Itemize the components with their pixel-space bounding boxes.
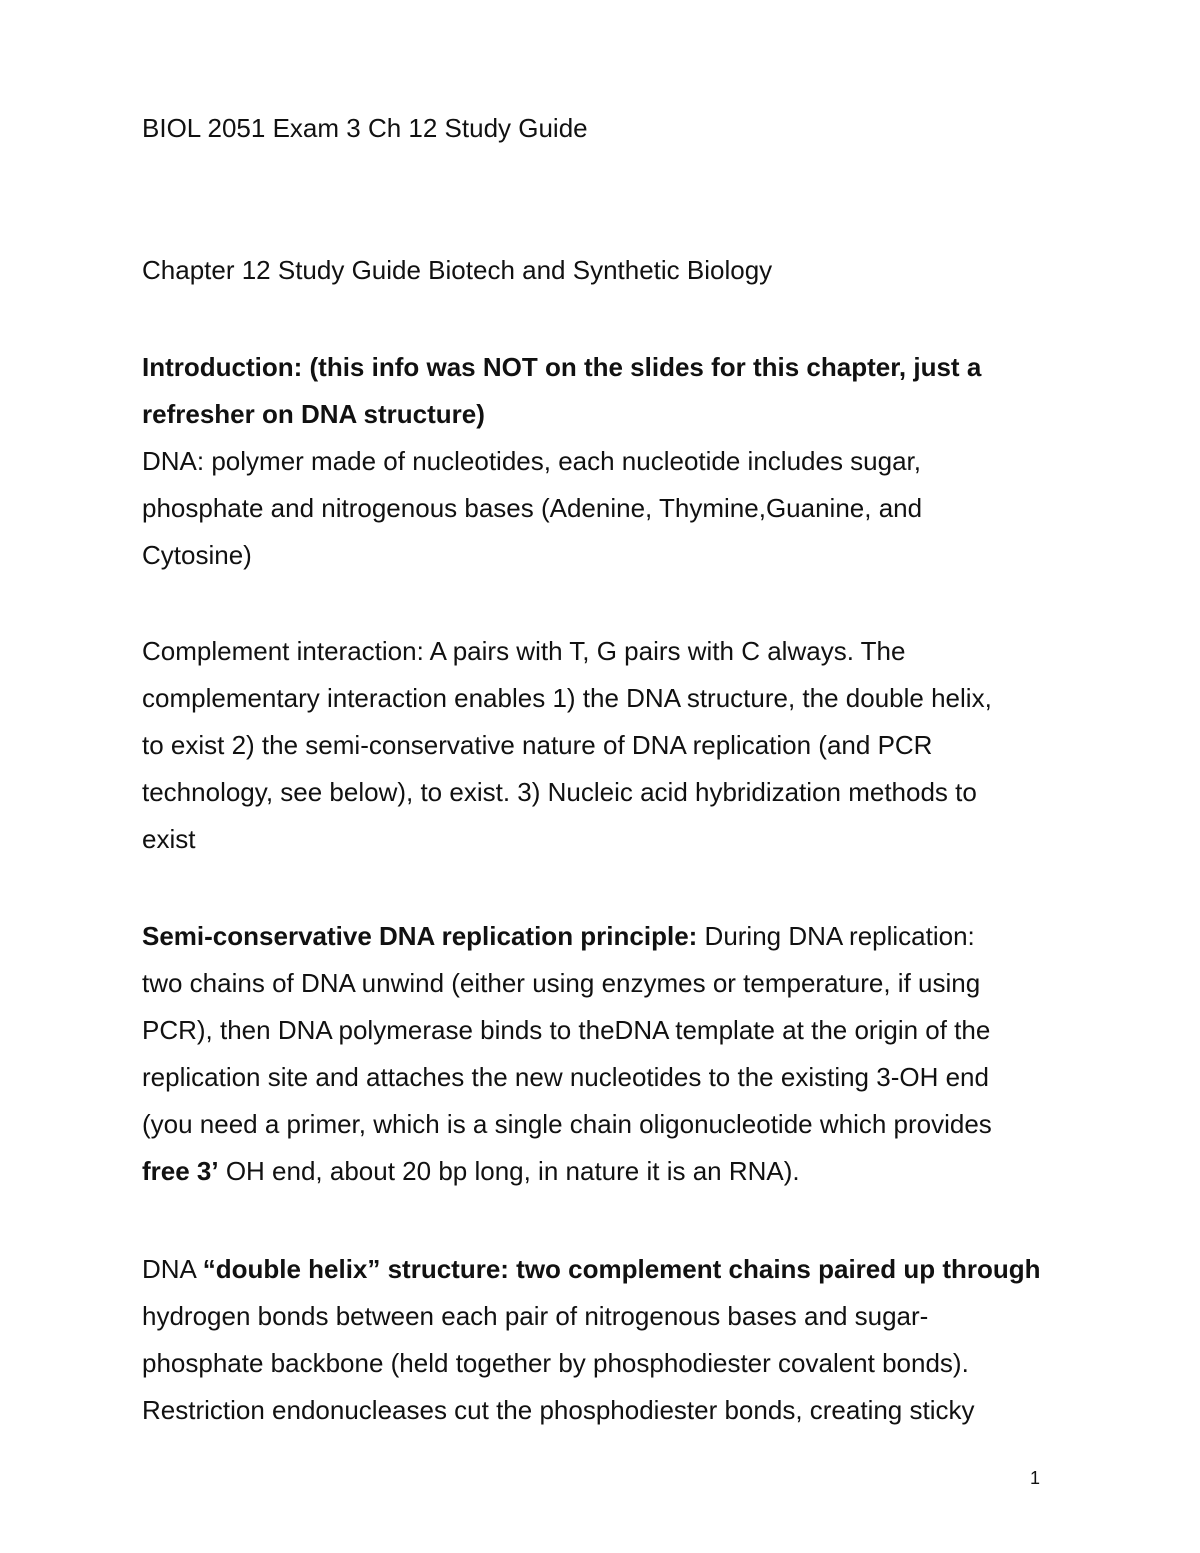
double-helix-line-3: phosphate backbone (held together by phosphodiester covalent bonds). <box>142 1348 969 1378</box>
double-helix-line-4: Restriction endonucleases cut the phosphodiester bonds, creating sticky <box>142 1395 975 1425</box>
semi-conservative-line-6 <box>142 1148 1082 1195</box>
chapter-title-text: Chapter 12 Study Guide Biotech and Synthetic Biology <box>142 255 773 285</box>
page-number: 1 <box>1030 1468 1041 1488</box>
intro-heading-line-2: refresher on DNA structure) <box>142 399 485 429</box>
intro-text-line-3: Cytosine) <box>142 540 252 570</box>
semi-conservative-line-6-rest: OH end, about 20 bp long, in nature it is an RNA). <box>218 1156 800 1186</box>
double-helix-section <box>142 1246 1082 1434</box>
document-title-text: BIOL 2051 Exam 3 Ch 12 Study Guide <box>142 113 588 143</box>
double-helix-line-1-start: DNA <box>142 1254 203 1284</box>
intro-text-line-2: phosphate and nitrogenous bases (Adenine, Thymine,Guanine, and <box>142 493 923 523</box>
double-helix-line-1 <box>142 1246 1082 1293</box>
semi-conservative-line-2: two chains of DNA unwind (either using enzymes or temperature, if using <box>142 968 981 998</box>
document-title <box>142 105 1082 152</box>
double-helix-line-2: hydrogen bonds between each pair of nitrogenous bases and sugar- <box>142 1301 929 1331</box>
complement-line-1: Complement interaction: A pairs with T, G pairs with C always. The <box>142 636 906 666</box>
semi-conservative-line-5: (you need a primer, which is a single chain oligonucleotide which provides <box>142 1109 992 1139</box>
complement-line-2: complementary interaction enables 1) the DNA structure, the double helix, <box>142 683 992 713</box>
semi-conservative-line-1-rest: During DNA replication: <box>697 921 975 951</box>
semi-conservative-line-3: PCR), then DNA polymerase binds to theDNA template at the origin of the <box>142 1015 991 1045</box>
complement-section <box>142 628 1082 863</box>
free-3-oh-bold: free 3’ <box>142 1156 219 1186</box>
chapter-title <box>142 247 1082 294</box>
semi-conservative-line-4: replication site and attaches the new nucleotides to the existing 3-OH end <box>142 1062 989 1092</box>
intro-heading-line-1: Introduction: (this info was NOT on the slides for this chapter, just a <box>142 352 982 382</box>
complement-line-4: technology, see below), to exist. 3) Nucleic acid hybridization methods to <box>142 777 977 807</box>
semi-conservative-term: Semi-conservative DNA replication principle: <box>142 921 698 951</box>
intro-text-line-1: DNA: polymer made of nucleotides, each nucleotide includes sugar, <box>142 446 921 476</box>
complement-line-5: exist <box>142 824 196 854</box>
double-helix-term: “double helix” structure: two complement chains paired up through <box>202 1254 1041 1284</box>
semi-conservative-section <box>142 913 1082 1195</box>
complement-line-3: to exist 2) the semi-conservative nature of DNA replication (and PCR <box>142 730 933 760</box>
semi-conservative-line-1 <box>142 913 1082 960</box>
intro-section <box>142 344 1082 579</box>
